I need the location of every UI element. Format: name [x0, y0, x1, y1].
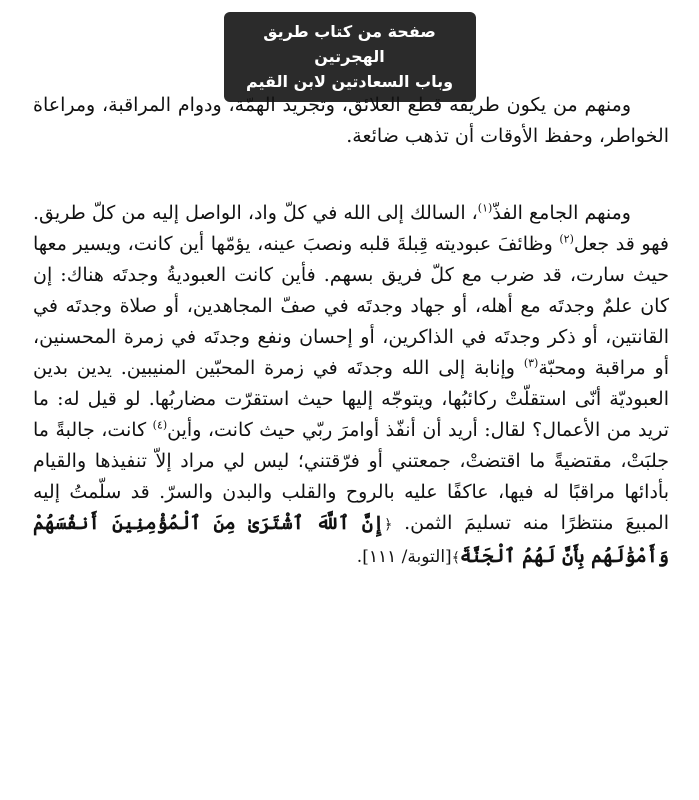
caption-line-2: وباب السعادتين لابن القيم: [245, 72, 454, 91]
footnote-marker-4: (٤): [152, 418, 168, 432]
footnote-marker-3: (٣): [523, 356, 539, 370]
footnote-marker-1: (١): [477, 201, 493, 215]
verse-open-bracket: ﴿: [384, 517, 393, 533]
paragraph-1: ومنهم من يكون طريقه قطع العلائق، وتجريد الهمّة، ودوام المراقبة، ومراعاة الخواطر، وحفظ الأوقات أن تذهب ضائعة.: [33, 94, 669, 147]
footnote-marker-2: (٢): [559, 232, 574, 246]
paragraph-2-part-5: كانت، جالبةً ما جلبَتْ، مقتضيةً ما اقتضتْ، جمعتني أو فرّقتني؛ ليس لي مراد إلاّ تنفيذها والقيام بأدائها مراقبًا له فيها، عاكفًا عليه بالروح والقلب والبدن والسرّ. قد سلّمتُ إليه المبيعَ منتظرًا منه تسليمَ الثمن.: [33, 419, 669, 534]
paragraph-2-part-2: ، السالك إلى الله في كلّ واد، الواصل إليه من كلّ طريق. فهو قد جعل: [33, 202, 669, 255]
caption-line-1: صفحة من كتاب طريق الهجرتين: [263, 22, 436, 66]
verse-reference: [التوبة/ ١١١].: [356, 547, 452, 567]
caption-banner: [224, 12, 476, 102]
paragraph-2-part-4: وإنابة إلى الله وجدتَه في زمرة المحبّين المنيبين. يدين بدين العبوديّة أنّى استقلّتْ ركائبُها، ويتوجّه إليها حيث استقرّت مضاربُها. لو قيل له: ما تريد من الأعمال؟ لقال: أريد أن أنفّذ أوامرَ ربّي حيث كانت، وأين: [33, 357, 669, 441]
paragraph-2-part-1: ومنهم الجامع الفذّ: [492, 202, 631, 224]
paragraph-2: [33, 198, 669, 574]
paragraph-2-part-3: وظائفَ عبوديته قِبلةَ قلبه ونصبَ عينه، يؤمّها أين كانت، ويسير معها حيث سارت، قد ضرب مع كلّ فريق بسهم. فأين كانت العبوديةُ وجدتَه هناك: إن كان علمٌ وجدتَه مع أهله، أو جهاد وجدتَه في صفّ المجاهدين، أو صلاة وجدتَه في القانتين، أو ذكر وجدتَه في الذاكرين، أو إحسان ونفع وجدتَه في زمرة المحسنين، أو مراقبة ومحبّة: [33, 233, 669, 379]
quran-verse: إِنَّ ٱللَّهَ ٱشْتَرَىٰ مِنَ ٱلْمُؤْمِنِينَ أَنفُسَهُمْ وَأَمْوَٰلَهُم بِأَنَّ لَهُمُ ٱلْجَنَّةَ: [33, 512, 669, 567]
page-body: [33, 90, 669, 574]
verse-close-bracket: ﴾: [451, 550, 460, 566]
